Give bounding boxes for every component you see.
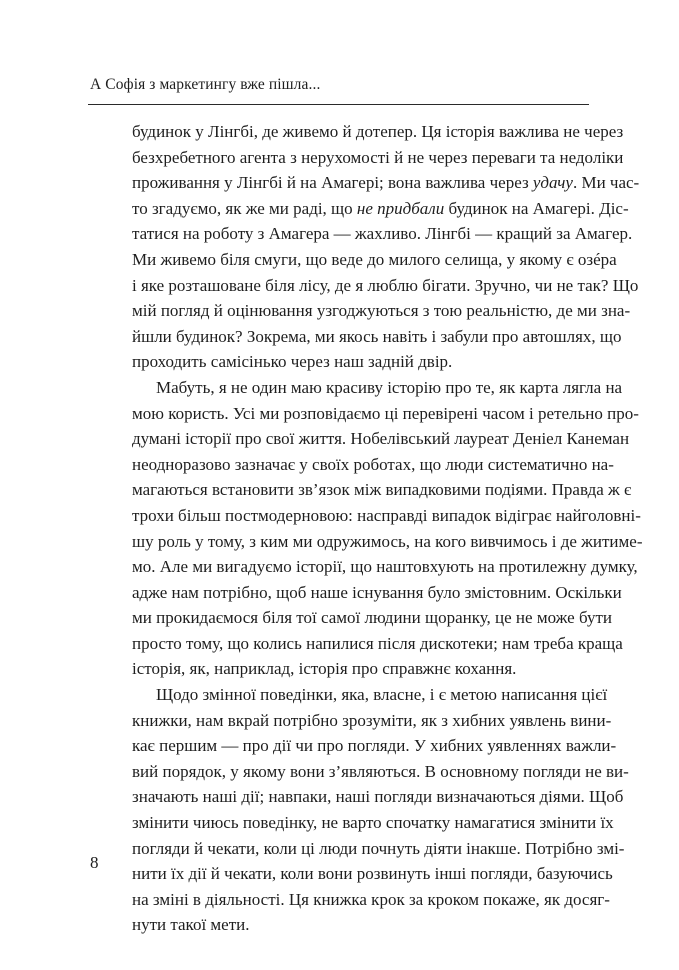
text-run: Щодо змінної поведінки, яка, власне, і є метою написання цієї — [156, 685, 608, 705]
text-line — [132, 247, 617, 273]
text-run: нути такої мети. — [132, 915, 250, 935]
text-run: Мабуть, я не один маю красиву історію про те, як карта лягла на — [156, 377, 623, 397]
text-run: ми прокидаємося біля тої самої людини щоранку, це не може бути — [132, 608, 613, 628]
text-line — [132, 196, 629, 222]
text-run: мій погляд й оцінювання узгоджуються з тою реальністю, де ми зна- — [132, 301, 631, 321]
text-line — [132, 580, 622, 606]
text-line — [132, 324, 622, 350]
text-run: просто тому, що колись напилися після дискотеки; нам треба краща — [132, 633, 623, 653]
text-line — [132, 631, 623, 657]
text-run: погляди й чекати, коли ці люди почнуть діяти інакше. Потрібно змі- — [132, 838, 625, 858]
text-run: трохи більш постмодерновою: насправді випадок відіграє найголовні- — [132, 505, 641, 525]
text-line — [132, 912, 589, 938]
text-line — [132, 733, 617, 759]
text-line — [132, 221, 633, 247]
text-run: і яке розташоване біля лісу, де я люблю бігати. Зручно, чи не так? Що — [132, 275, 639, 295]
text-run: на зміні в діяльності. Ця книжка крок за кроком покаже, як досяг- — [132, 889, 610, 909]
text-line — [132, 836, 625, 862]
text-run: вий порядок, у якому вони з’являються. В основному погляди не ви- — [132, 761, 629, 781]
text-run: думані історії про свої життя. Нобелівський лауреат Деніел Канеман — [132, 429, 630, 449]
text-line — [132, 375, 623, 401]
text-line — [132, 145, 624, 171]
paragraph-1 — [132, 119, 640, 375]
text-line — [132, 861, 613, 887]
italic-text: не придбали — [356, 198, 445, 218]
text-run: книжки, нам вкрай потрібно зрозуміти, як з хибних уявлень вини- — [132, 710, 612, 730]
text-run: Ми живемо біля смуги, що веде до милого селища, у якому є озéра — [132, 249, 617, 269]
text-run: неодноразово зазначає у своїх роботах, що люди систематично на- — [132, 454, 614, 474]
text-run: будинок у Лінгбі, де живемо й дотепер. Ця історія важлива не через — [132, 122, 624, 141]
text-run: мо. Але ми вигадуємо історії, що наштовхують на протилежну думку, — [132, 557, 638, 577]
text-run: проходить самісінько через наш задній двір. — [132, 352, 453, 372]
text-line — [132, 529, 643, 555]
text-line — [132, 759, 629, 785]
page-number: 8 — [90, 853, 99, 872]
text-run: . Ми час- — [572, 173, 640, 193]
text-run: шу роль у тому, з ким ми одружимось, на кого вивчимось і де житиме- — [132, 531, 643, 551]
body-text — [132, 119, 643, 938]
text-run: магаються встановити зв’язок між випадковими подіями. Правда ж є — [132, 480, 632, 500]
running-head: А Софія з маркетингу вже пішла... — [90, 76, 321, 93]
text-run: йшли будинок? Зокрема, ми якось навіть і забули про автошлях, що — [132, 326, 622, 346]
text-line — [132, 298, 631, 324]
text-run: безхребетного агента з нерухомості й не через переваги та недоліки — [132, 147, 624, 167]
text-line — [132, 273, 639, 299]
text-run: мою користь. Усі ми розповідаємо ці перевірені часом і ретельно про- — [132, 403, 639, 423]
text-line — [132, 170, 640, 196]
text-run: змінити чиюсь поведінку, не варто спочатку намагатися змінити їх — [132, 813, 614, 833]
text-run: адже нам потрібно, щоб наше існування було змістовним. Оскільки — [132, 582, 622, 602]
text-line — [132, 810, 614, 836]
text-line — [132, 682, 608, 708]
text-run: татися на роботу з Амагера — жахливо. Лінгбі — кращий за Амагер. — [132, 224, 633, 244]
paragraph-3 — [132, 682, 629, 938]
text-line — [132, 401, 639, 427]
text-run: історія, як, наприклад, історія про справжнє кохання. — [132, 659, 517, 679]
text-run: то згадуємо, як же ми раді, що — [132, 198, 357, 218]
text-line — [132, 452, 614, 478]
text-run: кає першим — про дії чи про погляди. У хибних уявленнях важли- — [132, 736, 617, 756]
text-run: проживання у Лінгбі й на Амагері; вона важлива через — [132, 173, 533, 193]
text-line — [132, 887, 610, 913]
text-line — [132, 656, 589, 682]
text-run: будинок на Амагері. Діс- — [444, 198, 629, 218]
text-line — [132, 605, 613, 631]
text-line — [132, 426, 630, 452]
text-line — [132, 349, 589, 375]
text-line — [132, 477, 632, 503]
paragraph-2 — [132, 375, 643, 682]
text-line — [132, 708, 612, 734]
text-line — [132, 554, 638, 580]
text-run: значають наші дії; навпаки, наші погляди визначаються діями. Щоб — [132, 787, 624, 807]
text-line — [132, 503, 641, 529]
text-line — [132, 784, 624, 810]
text-line — [132, 119, 624, 145]
text-run: нити їх дії й чекати, коли вони розвинуть інші погляди, базуючись — [132, 864, 613, 884]
header-rule — [88, 104, 589, 105]
italic-text: удачу — [532, 173, 573, 193]
